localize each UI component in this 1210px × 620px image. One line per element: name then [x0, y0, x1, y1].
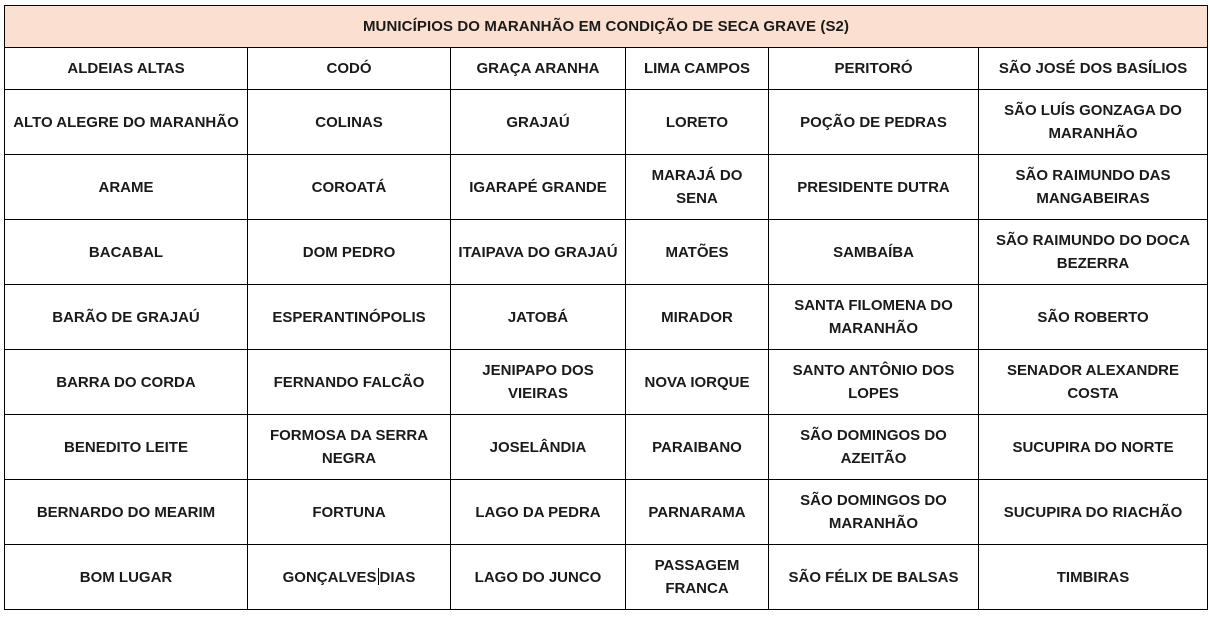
table-row [5, 350, 1208, 415]
table-cell: PARAIBANO [626, 415, 769, 480]
table-cell: NOVA IORQUE [626, 350, 769, 415]
table-row [5, 480, 1208, 545]
table-cell: SÃO DOMINGOS DO MARANHÃO [769, 480, 979, 545]
table-cell: SÃO FÉLIX DE BALSAS [769, 545, 979, 610]
table-cell: ARAME [5, 155, 248, 220]
table-cell: GRAÇA ARANHA [451, 48, 626, 90]
table-cell: GRAJAÚ [451, 90, 626, 155]
table-cell: CODÓ [248, 48, 451, 90]
title-row [5, 6, 1208, 48]
table-cell: SUCUPIRA DO RIACHÃO [979, 480, 1208, 545]
table-cell: SÃO LUÍS GONZAGA DO MARANHÃO [979, 90, 1208, 155]
text-cursor [378, 568, 379, 585]
table-cell: BERNARDO DO MEARIM [5, 480, 248, 545]
table-cell: JENIPAPO DOS VIEIRAS [451, 350, 626, 415]
table-row [5, 285, 1208, 350]
table-cell: SANTO ANTÔNIO DOS LOPES [769, 350, 979, 415]
table-cell: ALTO ALEGRE DO MARANHÃO [5, 90, 248, 155]
table-cell: GONÇALVES DIAS [248, 545, 451, 610]
table-cell: SANTA FILOMENA DO MARANHÃO [769, 285, 979, 350]
table-cell: POÇÃO DE PEDRAS [769, 90, 979, 155]
table-cell: SAMBAÍBA [769, 220, 979, 285]
table-cell: SUCUPIRA DO NORTE [979, 415, 1208, 480]
table-row [5, 48, 1208, 90]
table-cell: LORETO [626, 90, 769, 155]
table-cell: PARNARAMA [626, 480, 769, 545]
table-cell: ALDEIAS ALTAS [5, 48, 248, 90]
table-cell: COROATÁ [248, 155, 451, 220]
table-cell: SENADOR ALEXANDRE COSTA [979, 350, 1208, 415]
table-cell: SÃO RAIMUNDO DAS MANGABEIRAS [979, 155, 1208, 220]
table-row [5, 220, 1208, 285]
table-cell: PRESIDENTE DUTRA [769, 155, 979, 220]
table-cell: MATÕES [626, 220, 769, 285]
table-cell: MIRADOR [626, 285, 769, 350]
table-cell: SÃO RAIMUNDO DO DOCA BEZERRA [979, 220, 1208, 285]
table-title: MUNICÍPIOS DO MARANHÃO EM CONDIÇÃO DE SECA GRAVE (S2) [5, 6, 1208, 48]
table-row [5, 90, 1208, 155]
table-row [5, 155, 1208, 220]
table-cell: FORMOSA DA SERRA NEGRA [248, 415, 451, 480]
table-cell: LAGO DA PEDRA [451, 480, 626, 545]
table-cell: JATOBÁ [451, 285, 626, 350]
table-cell: SÃO JOSÉ DOS BASÍLIOS [979, 48, 1208, 90]
table-cell: BARÃO DE GRAJAÚ [5, 285, 248, 350]
table-cell: LIMA CAMPOS [626, 48, 769, 90]
table-cell: ESPERANTINÓPOLIS [248, 285, 451, 350]
table-cell: IGARAPÉ GRANDE [451, 155, 626, 220]
table-cell: PERITORÓ [769, 48, 979, 90]
table-row [5, 545, 1208, 610]
table-cell: BOM LUGAR [5, 545, 248, 610]
table-cell: DOM PEDRO [248, 220, 451, 285]
table-cell: BARRA DO CORDA [5, 350, 248, 415]
table-cell: BENEDITO LEITE [5, 415, 248, 480]
table-cell: TIMBIRAS [979, 545, 1208, 610]
table-cell: SÃO ROBERTO [979, 285, 1208, 350]
table-cell: ITAIPAVA DO GRAJAÚ [451, 220, 626, 285]
table-cell: FORTUNA [248, 480, 451, 545]
table-cell: MARAJÁ DO SENA [626, 155, 769, 220]
table-body [5, 6, 1208, 610]
table-cell: JOSELÂNDIA [451, 415, 626, 480]
table-cell: FERNANDO FALCÃO [248, 350, 451, 415]
table-cell: COLINAS [248, 90, 451, 155]
table-cell: BACABAL [5, 220, 248, 285]
table-row [5, 415, 1208, 480]
table-cell: LAGO DO JUNCO [451, 545, 626, 610]
table-cell: SÃO DOMINGOS DO AZEITÃO [769, 415, 979, 480]
municipalities-table [4, 5, 1208, 610]
table-cell: PASSAGEM FRANCA [626, 545, 769, 610]
